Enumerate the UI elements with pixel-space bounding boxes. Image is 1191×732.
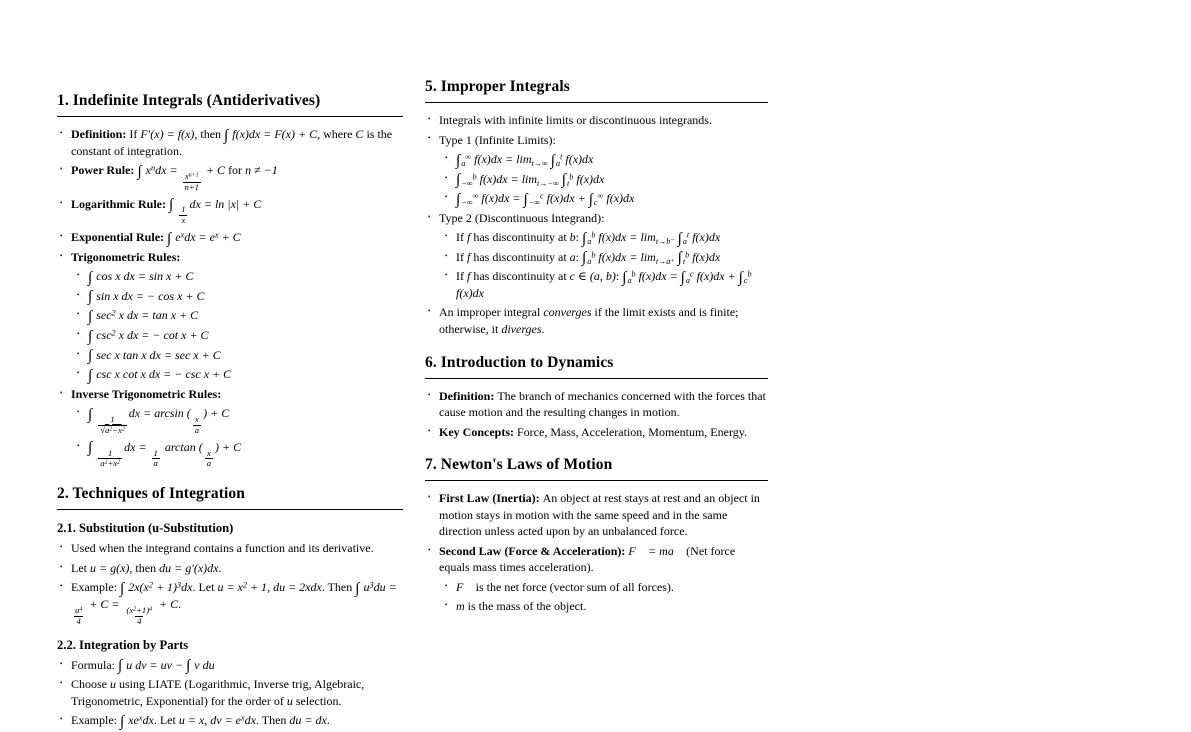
list-item xyxy=(442,249,768,266)
integral-sign: ∫ xyxy=(167,229,172,247)
integral-sign: ∫ xyxy=(622,268,627,286)
math-run: ) + C xyxy=(203,406,230,421)
bullet-list xyxy=(57,540,403,626)
list-item xyxy=(442,268,768,301)
text-run: . xyxy=(326,713,330,728)
math-run: + C xyxy=(202,163,226,178)
bullet-list xyxy=(425,388,768,441)
text-run: is the net force (vector sum of all forces). xyxy=(472,579,674,594)
integral-sign: ∫ xyxy=(224,126,229,144)
math-run xyxy=(88,405,96,423)
text-run: Type 2 (Discontinuous Integrand): xyxy=(439,210,605,225)
list-item xyxy=(57,657,403,674)
math-run: F′(x) = f(x) xyxy=(140,127,195,141)
math-run: c ∈ (a, b) xyxy=(569,269,616,284)
list-item xyxy=(57,560,403,577)
list-item xyxy=(442,151,768,168)
text-run: . xyxy=(541,322,545,337)
integral-sign: ∫ xyxy=(119,580,125,598)
math-run: ∫ $u^3du$ = xyxy=(355,580,397,598)
list-item xyxy=(57,540,403,557)
list-item xyxy=(442,190,768,207)
text-run: using LIATE (Logarithmic, Inverse trig, Algebraic, Trigonometric, Exponential) for the order of xyxy=(71,677,365,708)
list-item xyxy=(425,424,768,441)
text-run: Example: xyxy=(71,713,120,728)
math-run: f xyxy=(467,269,471,284)
math-run: ∫ $xe^xdx$ xyxy=(119,712,154,730)
integral-sign: ∫ xyxy=(561,171,567,189)
math-run: ∫ $e^xdx = e^x + C$ xyxy=(167,229,241,247)
integral-sign: ∫ xyxy=(88,405,93,423)
list-item xyxy=(74,288,403,305)
text-run: Formula: xyxy=(71,657,118,672)
math-run: F⃗ xyxy=(456,579,473,594)
math-run: m xyxy=(456,599,465,614)
math-run: f xyxy=(467,230,471,245)
fraction: $\frac{1}{a^2+x^2}$ xyxy=(100,447,121,469)
math-run: dx = xyxy=(124,439,150,454)
math-run: b xyxy=(569,230,576,245)
subsection-title: 2.1. Substitution (u-Substitution) xyxy=(57,521,234,536)
text-run: for xyxy=(225,163,246,178)
text-run: : xyxy=(615,269,623,284)
list-item xyxy=(425,388,768,421)
text-run: selection. xyxy=(292,693,342,708)
math-run: du = dx xyxy=(289,713,327,728)
math-run: u xyxy=(110,677,116,692)
right-column xyxy=(425,78,768,618)
list-item xyxy=(57,249,403,266)
fraction: $\frac{x^{n+1}}{n+1}$ xyxy=(184,170,199,192)
list-item xyxy=(57,386,403,403)
text-run: . xyxy=(218,560,222,575)
bold-run: Power Rule: xyxy=(71,163,138,178)
text-run: , where xyxy=(317,127,356,141)
text-run: . Let xyxy=(192,580,218,595)
math-run: $\int_{-\infty}^\infty$ $f(x)dx = \int_{-\infty}^c$ $f(x)dx + \int_c^\infty$ f(x)dx xyxy=(456,190,635,208)
integral-sign: ∫ xyxy=(88,366,93,384)
integral-sign: ∫ xyxy=(88,439,93,457)
integral-sign: ∫ xyxy=(677,229,682,247)
math-run: + C xyxy=(156,597,179,612)
list-item xyxy=(74,347,403,364)
math-run: F⃗ = ma⃗ xyxy=(628,543,684,558)
list-item xyxy=(74,307,403,324)
math-run: ∫ u dv = uv − ∫ v du xyxy=(118,657,215,675)
italic-run: converges xyxy=(543,305,592,320)
text-run: Type 1 (Infinite Limits): xyxy=(439,132,556,147)
text-run: has discontinuity at xyxy=(470,230,570,245)
list-item xyxy=(74,327,403,344)
integral-sign: ∫ xyxy=(88,327,93,345)
bold-run: First Law (Inertia): xyxy=(439,491,543,506)
math-run: f xyxy=(467,249,471,264)
fraction: $\frac{1}{a}$ xyxy=(153,447,158,469)
section-title: 6. Introduction to Dynamics xyxy=(425,354,768,379)
text-run: An improper integral xyxy=(439,305,544,320)
integral-sign: ∫ xyxy=(186,657,191,675)
italic-run: diverges xyxy=(501,322,542,337)
text-run: Force, Mass, Acceleration, Momentum, Energy. xyxy=(517,424,747,439)
text-run: (Net force equals mass times acceleration). xyxy=(439,543,736,575)
math-run: ∫ $\sec^2 x$ dx = tan x + C xyxy=(88,308,199,325)
bold-run: Definition: xyxy=(439,388,498,403)
math-run: dx = ln |x| + C xyxy=(189,196,262,211)
math-run: ∫ $x^ndx$ = xyxy=(137,162,181,180)
list-item xyxy=(425,543,768,576)
list-item xyxy=(57,229,403,246)
integral-sign: ∫ xyxy=(588,190,593,208)
integral-sign: ∫ xyxy=(523,190,528,208)
math-run: ∫ f(x)dx = F(x) + C xyxy=(224,126,318,144)
bold-run: Key Concepts: xyxy=(439,424,517,439)
integral-sign: ∫ xyxy=(88,288,93,306)
math-run: $\int_{-\infty}^b$ $f(x)dx = \lim_{t\to-\infty} \int_t^b$ f(x)dx xyxy=(456,171,605,189)
list-item xyxy=(425,132,768,149)
bullet-list xyxy=(425,112,768,338)
bullet-list xyxy=(57,657,403,729)
text-run: has discontinuity at xyxy=(470,269,570,284)
list-item xyxy=(57,712,403,729)
fraction: $\frac{(x^2+1)^4}{4}$ xyxy=(126,604,153,626)
math-run: $\int_a^b$ $f(x)dx = \lim_{t\to a^+} \int_t^b$ f(x)dx xyxy=(582,249,721,267)
text-run: if the limit exists and is finite; otherwise, it xyxy=(439,305,739,337)
fraction: $\frac{1}{x}$ xyxy=(181,204,186,226)
math-run: ∫ sec x tan x dx = sec x + C xyxy=(88,347,221,365)
text-run: has discontinuity at xyxy=(470,249,570,264)
text-run: . Then xyxy=(321,580,356,595)
integral-sign: ∫ xyxy=(88,347,93,365)
list-item xyxy=(425,210,768,227)
section-title: 2. Techniques of Integration xyxy=(57,485,403,510)
math-run: ∫ csc x cot x dx = − csc x + C xyxy=(88,366,232,384)
math-run: arctan ( xyxy=(161,439,203,454)
integral-sign: ∫ xyxy=(738,268,743,286)
math-run: $\int_a^\infty$ $f(x)dx = \lim_{t\to\infty} \int_a^t$ f(x)dx xyxy=(456,151,594,169)
integral-sign: ∫ xyxy=(582,249,587,267)
bold-run: Logarithmic Rule: xyxy=(71,196,169,211)
text-run: Integrals with infinite limits or discontinuous integrands. xyxy=(439,113,712,127)
list-item xyxy=(57,196,403,227)
list-item xyxy=(57,579,403,626)
text-run: , xyxy=(267,580,274,595)
integral-sign: ∫ xyxy=(456,151,461,169)
text-run: : xyxy=(575,249,583,264)
integral-sign: ∫ xyxy=(677,249,682,267)
math-run: n ≠ −1 xyxy=(245,163,278,178)
list-item xyxy=(425,112,768,129)
math-run: $\int_a^b$ $f(x)dx = \lim_{t\to b^-} \int_a^t$ f(x)dx xyxy=(582,229,721,247)
math-run: u xyxy=(286,693,293,708)
integral-sign: ∫ xyxy=(169,196,174,214)
list-item xyxy=(74,405,403,436)
math-run: ∫ cos x dx = sin x + C xyxy=(88,268,194,286)
list-item xyxy=(442,598,768,615)
text-run: Used when the integrand contains a function and its derivative. xyxy=(71,541,374,556)
integral-sign: ∫ xyxy=(680,268,685,286)
list-item xyxy=(74,439,403,470)
list-item xyxy=(57,126,403,159)
math-run: ∫ $\csc^2 x$ dx = − cot x + C xyxy=(88,327,209,345)
integral-sign: ∫ xyxy=(137,162,142,180)
math-run: $\int_a^b$ $f(x)dx = \int_a^c$ $f(x)dx + \int_c^b$ f(x)dx xyxy=(456,268,752,300)
integral-sign: ∫ xyxy=(582,229,587,247)
math-run: du = g′(x)dx xyxy=(159,560,219,575)
list-item xyxy=(442,579,768,596)
bold-run: Trigonometric Rules: xyxy=(71,249,181,264)
list-item xyxy=(425,304,768,337)
text-run: . Then xyxy=(255,713,290,728)
left-column xyxy=(57,92,403,732)
text-run: , then xyxy=(129,560,160,575)
text-run: The branch of mechanics concerned with the forces that cause motion and the resulting changes in motion. xyxy=(439,388,766,420)
math-run xyxy=(88,439,96,457)
list-item xyxy=(57,676,403,709)
text-run: Let xyxy=(71,560,90,575)
bullet-list xyxy=(425,490,768,615)
section-title: 7. Newton's Laws of Motion xyxy=(425,456,768,481)
integral-sign: ∫ xyxy=(88,308,93,325)
section-title: 5. Improper Integrals xyxy=(425,78,768,103)
math-run: u = g(x) xyxy=(90,560,130,575)
list-item xyxy=(74,366,403,383)
text-run: , xyxy=(204,713,211,728)
math-run: $u = x^2 + 1$ xyxy=(217,580,268,595)
text-run: If xyxy=(129,127,141,141)
text-run: : xyxy=(575,230,583,245)
fraction: $\frac{x}{a}$ xyxy=(194,413,200,435)
bullet-list xyxy=(57,126,403,469)
math-run: u = x xyxy=(178,713,205,728)
text-run: is the constant of integration. xyxy=(71,127,393,158)
integral-sign: ∫ xyxy=(355,580,360,598)
text-run: Choose xyxy=(71,677,110,692)
math-run xyxy=(169,196,177,214)
integral-sign: ∫ xyxy=(456,171,461,189)
fraction: $\frac{x}{a}$ xyxy=(206,447,212,469)
math-run: a xyxy=(569,249,576,264)
math-run: ) + C xyxy=(215,439,242,454)
integral-sign: ∫ xyxy=(456,190,461,208)
text-run: If xyxy=(456,230,467,245)
math-run: ∫ $2x(x^2 + 1)^3dx$ xyxy=(119,580,193,598)
fraction: $\frac{u^4}{4}$ xyxy=(75,604,83,626)
integral-sign: ∫ xyxy=(118,657,123,675)
text-run: is the mass of the object. xyxy=(464,599,587,614)
integral-sign: ∫ xyxy=(119,712,125,730)
bold-run: Inverse Trigonometric Rules: xyxy=(71,386,222,401)
text-run: If xyxy=(456,249,467,264)
text-run: , then xyxy=(194,127,225,141)
math-run: ∫ sin x dx = − cos x + C xyxy=(88,288,205,306)
text-run: . Let xyxy=(153,713,179,728)
text-run: An object at rest stays at rest and an object in motion stays in motion with the same speed and in the same direction unless acted upon by an unbalanced force. xyxy=(439,491,760,539)
subsection-title: 2.2. Integration by Parts xyxy=(57,637,189,652)
text-run: . xyxy=(178,597,182,612)
bold-run: Exponential Rule: xyxy=(71,230,168,245)
math-run: + C = xyxy=(86,597,123,612)
math-run: dx = arcsin ( xyxy=(128,406,191,421)
integral-sign: ∫ xyxy=(550,151,556,169)
section-title: 1. Indefinite Integrals (Antiderivatives) xyxy=(57,92,403,117)
list-item xyxy=(74,268,403,285)
list-item xyxy=(57,162,403,193)
math-run: C xyxy=(355,127,364,141)
math-run: dv = $e^xdx$ xyxy=(210,713,256,728)
bold-run: Definition: xyxy=(71,127,130,141)
text-run: If xyxy=(456,269,467,284)
list-item xyxy=(442,171,768,188)
integral-sign: ∫ xyxy=(88,268,93,286)
list-item xyxy=(425,490,768,540)
list-item xyxy=(442,229,768,246)
fraction: $\frac{1}{√a^2-x^2}$ xyxy=(100,413,125,435)
text-run: Example: xyxy=(71,580,120,595)
math-run: du = 2xdx xyxy=(273,580,322,595)
bold-run: Second Law (Force & Acceleration): xyxy=(439,543,629,558)
